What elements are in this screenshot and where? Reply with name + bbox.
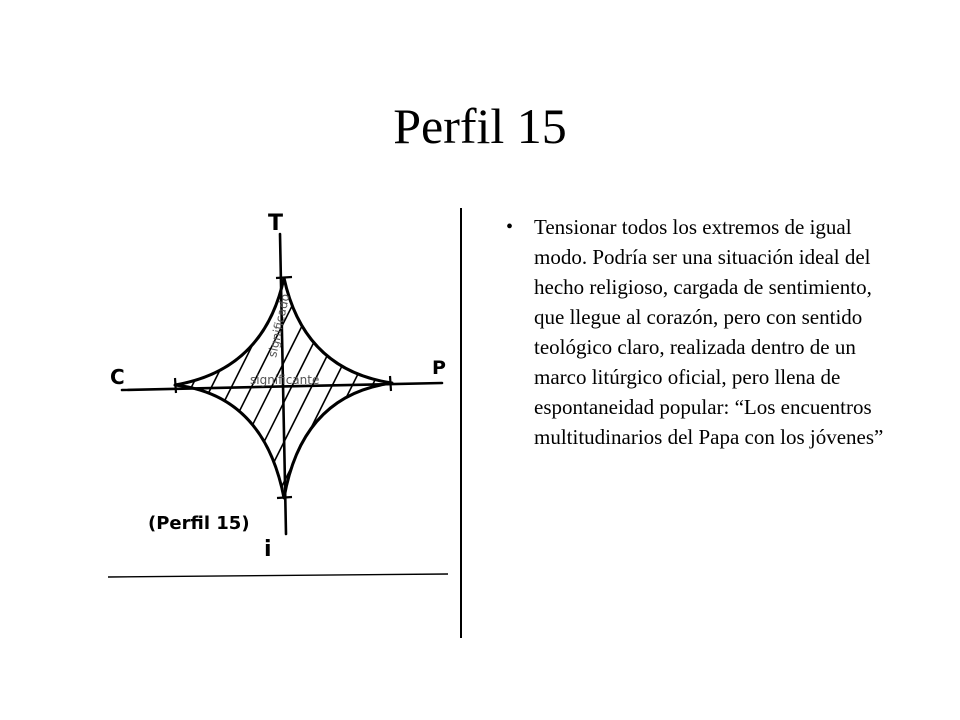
profile-diagram: [80, 200, 480, 650]
bullet-text: Tensionar todos los extremos de igual modo. Podría ser una situación ideal del hecho religioso, cargada de sentimiento, que llegue al corazón, pero con sentido teológico claro, realizada dentro de un marco litúrgico oficial, pero llena de espontaneidad popular: “Los encuentros multitudinarios del Papa con los jóvenes”: [534, 215, 884, 449]
baseline-rule: [108, 574, 448, 577]
diagram-caption: (Perfil 15): [148, 513, 250, 534]
axis-label-bottom: i: [264, 537, 272, 562]
bullet-marker: •: [506, 216, 514, 238]
bullet-item: [506, 212, 886, 452]
axis-label-top: T: [268, 211, 284, 236]
bullet-list: [506, 212, 886, 452]
slide-title: Perfil 15: [393, 98, 567, 154]
vertical-axis-word: significado: [265, 292, 293, 359]
axis-label-left: C: [110, 365, 125, 389]
axis-label-right: P: [432, 357, 446, 379]
horizontal-axis-word: significante: [250, 373, 320, 387]
